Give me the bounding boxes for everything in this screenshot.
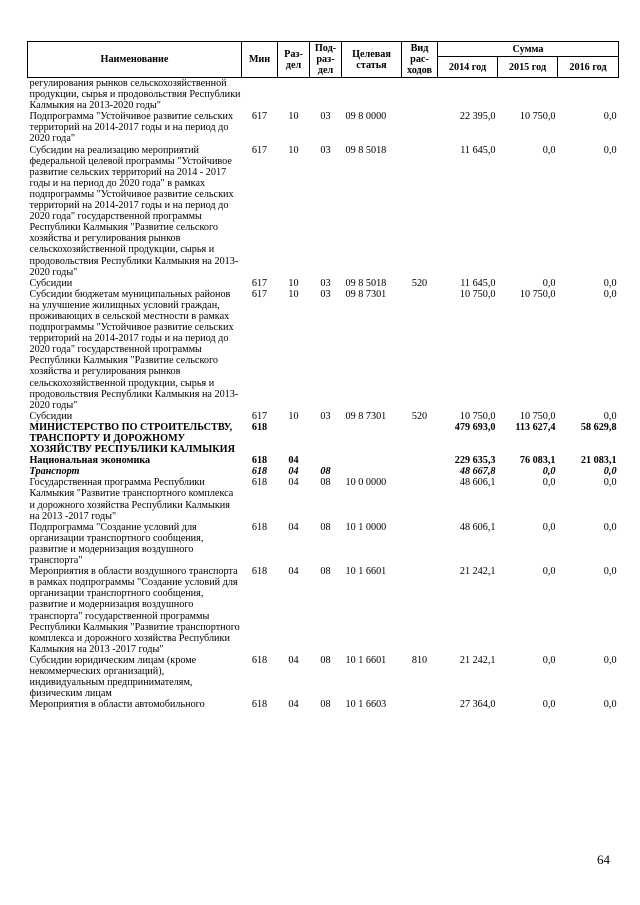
- table-row: [28, 411, 619, 422]
- header-2016: 2016 год: [558, 57, 619, 78]
- header-2014: 2014 год: [438, 57, 498, 78]
- row-name: Субсидии юридическим лицам (кроме некоммерческих организаций), индивидуальным предпринимателям, физическим лицам: [29, 654, 197, 700]
- row-subsection: 03: [320, 144, 331, 156]
- row-name: регулирования рынков сельскохозяйственной продукции, сырья и продовольствия Республики Калмыкия на 2013-2020 годы": [29, 78, 241, 112]
- row-2014: 48 667,8: [459, 466, 496, 478]
- row-2016: 0,0: [603, 410, 617, 422]
- row-section: 10: [288, 288, 299, 300]
- row-min: 618: [251, 699, 268, 711]
- row-min: 617: [251, 410, 268, 422]
- row-name: Субсидии на реализацию мероприятий федеральной целевой программы "Устойчивое развитие сельских территорий на 2014 - 2017 годы и на период до 2020 года" в рамках подпрограммы "Устойчивое развитие сельских территорий на 2014-2017 годы и на период до 2020 года" государственной программы Республики Калмыкия "Развитие сельского хозяйства и регулирования рынков сельскохозяйственной продукции, сырья и продовольствия Республики Калмыкия на 2013-2020 годы": [29, 144, 239, 278]
- row-name: Субсидии бюджетам муниципальных районов на улучшение жилищных условий граждан, проживающих в сельской местности в рамках подпрограммы "Устойчивое развитие сельских территорий на 2014-2017 годы и на период до 2020 года" государственной программы Республики Калмыкия "Развитие сельского хозяйства и регулирования рынков сельскохозяйственной продукции, сырья и продовольствия Республики Калмыкия на 2013-2020 годы": [29, 288, 239, 411]
- table-row: [28, 289, 619, 411]
- header-article: Целевая статья: [342, 42, 402, 78]
- row-article: 09 8 5018: [345, 144, 387, 156]
- row-name: Субсидии: [29, 410, 73, 422]
- row-2015: 0,0: [542, 699, 556, 711]
- row-min: 617: [251, 111, 268, 123]
- row-section: 04: [288, 566, 299, 578]
- row-expense-type: [402, 78, 438, 112]
- row-name: Государственная программа Республики Калмыкия "Развитие транспортного комплекса и дорожного хозяйства Республики Калмыкия на 2013 -2017 годы": [29, 477, 234, 522]
- table-row: [28, 699, 619, 710]
- row-section: 04: [288, 699, 299, 711]
- table-row: [28, 78, 619, 112]
- row-article: 10 1 0000: [345, 521, 387, 533]
- row-expense-type: [402, 422, 438, 455]
- row-subsection: [310, 422, 342, 455]
- row-2016: 0,0: [603, 477, 617, 489]
- header-min: Мин: [242, 42, 278, 78]
- row-2015: 0,0: [542, 144, 556, 156]
- row-2016: [558, 78, 619, 112]
- row-article: [342, 78, 402, 112]
- row-min: 618: [251, 455, 268, 467]
- row-min: 618: [251, 421, 268, 433]
- table-row: [28, 466, 619, 477]
- row-subsection: 03: [320, 111, 331, 123]
- row-2015: 0,0: [542, 477, 556, 489]
- row-2015: [498, 78, 558, 112]
- row-min: 617: [251, 288, 268, 300]
- row-article: 09 8 0000: [345, 111, 387, 123]
- row-expense-type: 520: [411, 410, 428, 422]
- row-article: 10 1 6601: [345, 566, 387, 578]
- header-name: Наименование: [28, 42, 242, 78]
- row-min: 617: [251, 277, 268, 289]
- row-section: 04: [288, 477, 299, 489]
- row-section: 04: [288, 455, 299, 467]
- row-section: 04: [288, 466, 299, 478]
- table-row: [28, 655, 619, 699]
- row-name: Национальная экономика: [29, 455, 151, 467]
- header-2015: 2015 год: [498, 57, 558, 78]
- row-min: 618: [251, 466, 268, 478]
- row-section: [278, 422, 310, 455]
- row-expense-type: [402, 145, 438, 278]
- row-section: 04: [288, 521, 299, 533]
- row-expense-type: [402, 699, 438, 710]
- row-min: 618: [251, 521, 268, 533]
- row-expense-type: [402, 111, 438, 144]
- header-expense-type: Вид рас- ходов: [402, 42, 438, 78]
- row-section: 10: [288, 277, 299, 289]
- row-section: [278, 78, 310, 112]
- row-article: 10 1 6603: [345, 699, 387, 711]
- table-row: [28, 111, 619, 144]
- row-2015: 10 750,0: [519, 111, 556, 123]
- row-expense-type: [402, 455, 438, 466]
- row-article: 09 8 7301: [345, 410, 387, 422]
- row-2016: 0,0: [603, 699, 617, 711]
- row-subsection: 03: [320, 277, 331, 289]
- table-row: [28, 278, 619, 289]
- row-subsection: 08: [320, 477, 331, 489]
- row-name: Субсидии: [29, 277, 73, 289]
- row-expense-type: [402, 466, 438, 477]
- table-row: [28, 145, 619, 278]
- row-section: 04: [288, 654, 299, 666]
- row-name: Подпрограмма "Устойчивое развитие сельских территорий на 2014-2017 годы и на период до 2020 года": [29, 111, 234, 145]
- row-subsection: 03: [320, 410, 331, 422]
- header-section: Раз- дел: [278, 42, 310, 78]
- row-2016: 0,0: [603, 288, 617, 300]
- row-2016: 0,0: [603, 277, 617, 289]
- row-min: 618: [251, 566, 268, 578]
- row-2016: 0,0: [603, 111, 617, 123]
- table-body: [28, 78, 619, 711]
- row-2016: 0,0: [603, 466, 617, 478]
- row-expense-type: 520: [411, 277, 428, 289]
- row-2015: 0,0: [542, 566, 556, 578]
- row-2014: 27 364,0: [459, 699, 496, 711]
- row-2016: 0,0: [603, 654, 617, 666]
- row-expense-type: [402, 522, 438, 566]
- row-2014: 11 645,0: [460, 144, 496, 156]
- row-2014: 479 693,0: [454, 421, 496, 433]
- row-subsection: 03: [320, 288, 331, 300]
- table-row: [28, 422, 619, 455]
- row-section: 10: [288, 144, 299, 156]
- row-article: 10 1 6601: [345, 654, 387, 666]
- row-article: 09 8 7301: [345, 288, 387, 300]
- row-subsection: 08: [320, 654, 331, 666]
- row-name: МИНИСТЕРСТВО ПО СТРОИТЕЛЬСТВУ, ТРАНСПОРТУ И ДОРОЖНОМУ ХОЗЯЙСТВУ РЕСПУБЛИКИ КАЛМЫКИЯ: [29, 421, 235, 456]
- row-subsection: 08: [320, 466, 331, 478]
- row-2014: [438, 78, 498, 112]
- row-article: [342, 466, 402, 477]
- page-number: 64: [597, 852, 610, 867]
- row-2015: 0,0: [542, 466, 556, 478]
- row-2015: 0,0: [542, 654, 556, 666]
- row-2014: 48 606,1: [459, 521, 496, 533]
- row-2015: 76 083,1: [519, 455, 556, 467]
- row-name: Мероприятия в области воздушного транспорта в рамках подпрограммы "Создание условий для организации транспортного сообщения, развитие и модернизация воздушного транспорта" государственной программы Республики Калмыкия "Развитие транспортного комплекса и дорожного хозяйства Республики Калмыкия на 2013 -2017 годы": [29, 566, 240, 655]
- row-article: 10 0 0000: [345, 477, 387, 489]
- row-name: Подпрограмма "Создание условий для организации транспортного сообщения, развитие и модернизация воздушного транспорта": [29, 521, 204, 567]
- row-2014: 10 750,0: [459, 410, 496, 422]
- row-section: 10: [288, 111, 299, 123]
- row-2016: 0,0: [603, 521, 617, 533]
- table-header: [28, 42, 619, 78]
- row-subsection: 08: [320, 699, 331, 711]
- row-2015: 10 750,0: [519, 288, 556, 300]
- row-expense-type: [402, 477, 438, 521]
- table-row: [28, 566, 619, 655]
- row-2016: 58 629,8: [580, 421, 617, 433]
- row-min: 618: [251, 477, 268, 489]
- row-article: [342, 422, 402, 455]
- header-subsection: Под- раз- дел: [310, 42, 342, 78]
- row-2014: 11 645,0: [460, 277, 496, 289]
- row-2015: 0,0: [542, 277, 556, 289]
- row-article: [342, 455, 402, 466]
- row-min: 618: [251, 654, 268, 666]
- row-2014: 48 606,1: [459, 477, 496, 489]
- header-sum: Сумма: [438, 42, 619, 57]
- row-subsection: 08: [320, 521, 331, 533]
- row-2015: 10 750,0: [519, 410, 556, 422]
- budget-table: [27, 41, 619, 710]
- row-article: 09 8 5018: [345, 277, 387, 289]
- row-subsection: [310, 78, 342, 112]
- row-expense-type: 810: [411, 654, 428, 666]
- table-row: [28, 455, 619, 466]
- row-2014: 229 635,3: [454, 455, 496, 467]
- row-subsection: 08: [320, 566, 331, 578]
- row-2016: 0,0: [603, 144, 617, 156]
- row-2014: 21 242,1: [459, 654, 496, 666]
- row-min: [242, 78, 278, 112]
- row-2014: 21 242,1: [459, 566, 496, 578]
- row-2016: 21 083,1: [580, 455, 617, 467]
- row-2015: 0,0: [542, 521, 556, 533]
- row-2014: 10 750,0: [459, 288, 496, 300]
- row-section: 10: [288, 410, 299, 422]
- row-min: 617: [251, 144, 268, 156]
- row-2015: 113 627,4: [515, 421, 556, 433]
- row-expense-type: [402, 289, 438, 411]
- table-row: [28, 477, 619, 521]
- row-subsection: [310, 455, 342, 466]
- row-2014: 22 395,0: [459, 111, 496, 123]
- row-name: Мероприятия в области автомобильного: [29, 699, 205, 711]
- row-name: Транспорт: [29, 466, 80, 478]
- table-row: [28, 522, 619, 566]
- row-2016: 0,0: [603, 566, 617, 578]
- row-expense-type: [402, 566, 438, 655]
